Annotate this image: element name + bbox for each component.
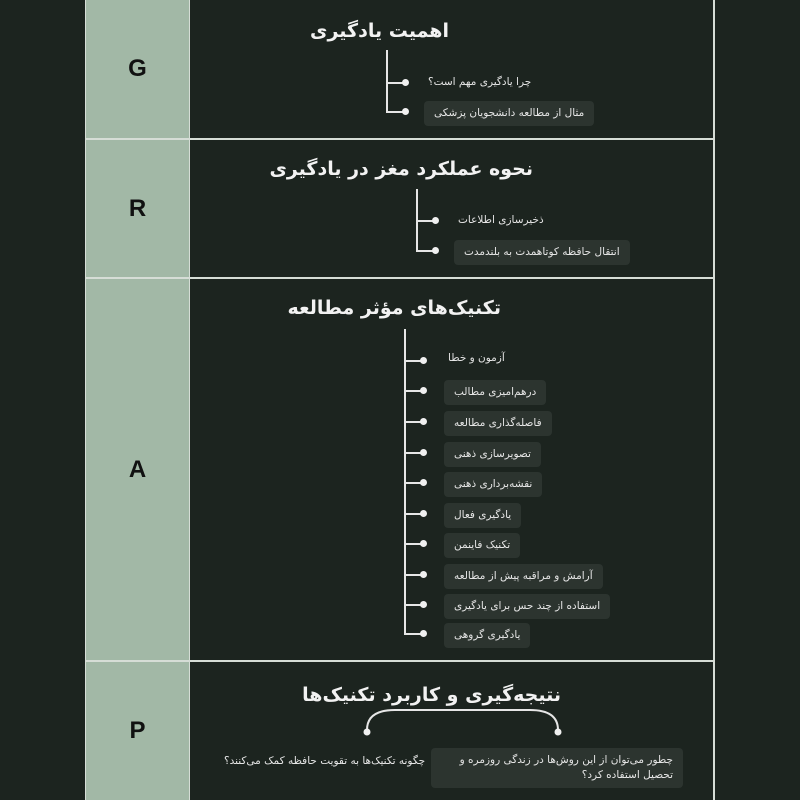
subtopic-item: مثال از مطالعه دانشجویان پزشکی [424, 101, 594, 126]
section-a-letter-cell [86, 279, 189, 660]
technique-item: آزمون و خطا [448, 352, 505, 364]
section-title: تکنیک‌های مؤثر مطالعه [287, 297, 501, 319]
branch-dot [432, 247, 439, 254]
section-p-content [190, 662, 713, 800]
subtopic-item: ذخیرسازی اطلاعات [458, 214, 544, 226]
section-r-content [190, 140, 713, 277]
branch-dot [420, 387, 427, 394]
application-item: چطور می‌توان از این روش‌ها در زندگی روزمره و تحصیل استفاده کرد؟ [431, 748, 683, 788]
branch-dot [420, 449, 427, 456]
technique-item: یادگیری فعال [444, 503, 521, 528]
branch-dot [420, 510, 427, 517]
application-item: چگونه تکنیک‌ها به تقویت حافظه کمک می‌کنند؟ [224, 755, 426, 767]
section-title: اهمیت یادگیری [310, 20, 449, 42]
section-a-content [190, 279, 713, 660]
section-p-letter-cell [86, 662, 189, 800]
technique-item: نقشه‌برداری ذهنی [444, 472, 542, 497]
technique-item: آرامش و مراقبه پیش از مطالعه [444, 564, 603, 589]
section-g-content [190, 0, 713, 138]
branch-dot [420, 479, 427, 486]
branch-dot [420, 357, 427, 364]
branch-dot [402, 79, 409, 86]
section-r-letter-cell [86, 140, 189, 277]
subtopic-item: انتقال حافظه کوتاهمدت به بلندمدت [454, 240, 630, 265]
frame-right-line [713, 0, 715, 800]
technique-item: یادگیری گروهی [444, 623, 530, 648]
technique-item: فاصله‌گذاری مطالعه [444, 411, 552, 436]
tree-trunk [404, 329, 406, 633]
subtopic-item: چرا یادگیری مهم است؟ [428, 76, 532, 88]
section-letter: A [128, 455, 147, 483]
branch-dot [432, 217, 439, 224]
technique-item: تصویرسازی ذهنی [444, 442, 541, 467]
tree-trunk [386, 50, 388, 112]
section-title: نحوه عملکرد مغز در یادگیری [269, 158, 533, 180]
technique-item: درهم‌امیزی مطالب [444, 380, 546, 405]
section-letter: P [129, 717, 146, 744]
technique-item: استفاده از چند حس برای یادگیری [444, 594, 610, 619]
section-letter: R [128, 194, 147, 222]
branch-dot [402, 108, 409, 115]
branch-dot [420, 601, 427, 608]
branch-dot [420, 540, 427, 547]
branch-dot [420, 571, 427, 578]
section-letter: G [128, 55, 147, 82]
branch-dot [420, 418, 427, 425]
section-title: نتیجه‌گیری و کاربرد تکنیک‌ها [302, 684, 561, 706]
branch-dot [420, 630, 427, 637]
section-g-letter-cell [86, 0, 189, 138]
technique-item: تکنیک فاینمن [444, 533, 520, 558]
